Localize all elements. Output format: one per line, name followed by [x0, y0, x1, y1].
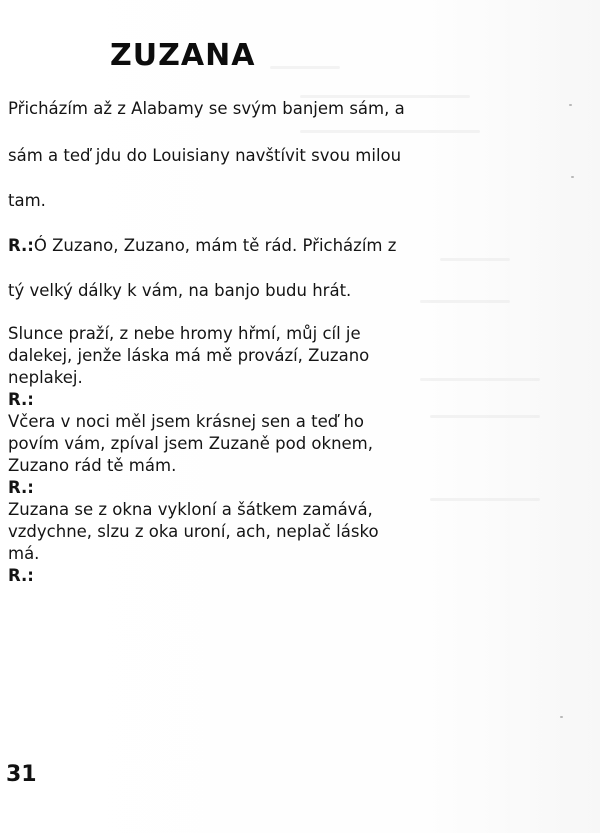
verse-line: Slunce praží, z nebe hromy hřmí, můj cíl je: [8, 324, 361, 343]
bleed-through-mark: [430, 415, 540, 418]
bleed-through-mark: [430, 498, 540, 501]
speck: [560, 716, 563, 718]
verse-line: Včera v noci měl jsem krásnej sen a teď ho: [8, 412, 364, 431]
song-title: ZUZANA: [110, 38, 256, 73]
bleed-through-mark: [440, 258, 510, 261]
verse-line: povím vám, zpíval jsem Zuzaně pod oknem,: [8, 434, 373, 453]
refrain-line: [8, 235, 396, 257]
speck: [569, 104, 572, 106]
verse-line: tam.: [8, 191, 46, 210]
bleed-through-mark: [420, 300, 510, 303]
verse-line: Zuzano rád tě mám.: [8, 456, 177, 475]
bleed-through-mark: [270, 66, 340, 69]
verse-line: sám a teď jdu do Louisiany navštívit svou milou: [8, 146, 402, 165]
verse-line: dalekej, jenže láska má mě provází, Zuzano: [8, 346, 370, 365]
bleed-through-mark: [420, 378, 540, 381]
verse-block: [8, 323, 428, 587]
bleed-through-mark: [300, 130, 480, 133]
refrain-tag: R.:: [8, 566, 34, 585]
refrain-line: tý velký dálky k vám, na banjo budu hrát.: [8, 281, 352, 300]
refrain-tag: R.:: [8, 390, 34, 409]
verse-line: neplakej.: [8, 368, 83, 387]
verse-line: vzdychne, slzu z oka uroní, ach, neplač lásko: [8, 522, 379, 541]
refrain-tag: R.:: [8, 236, 34, 255]
verse-line: Zuzana se z okna vykloní a šátkem zamává,: [8, 500, 373, 519]
refrain-text: Ó Zuzano, Zuzano, mám tě rád. Přicházím z: [33, 236, 397, 255]
refrain-tag: R.:: [8, 478, 34, 497]
speck: [571, 176, 574, 178]
verse-line: má.: [8, 544, 40, 563]
verse-line: Přicházím až z Alabamy se svým banjem sám, a: [8, 99, 405, 118]
page-number: 31: [6, 762, 37, 787]
